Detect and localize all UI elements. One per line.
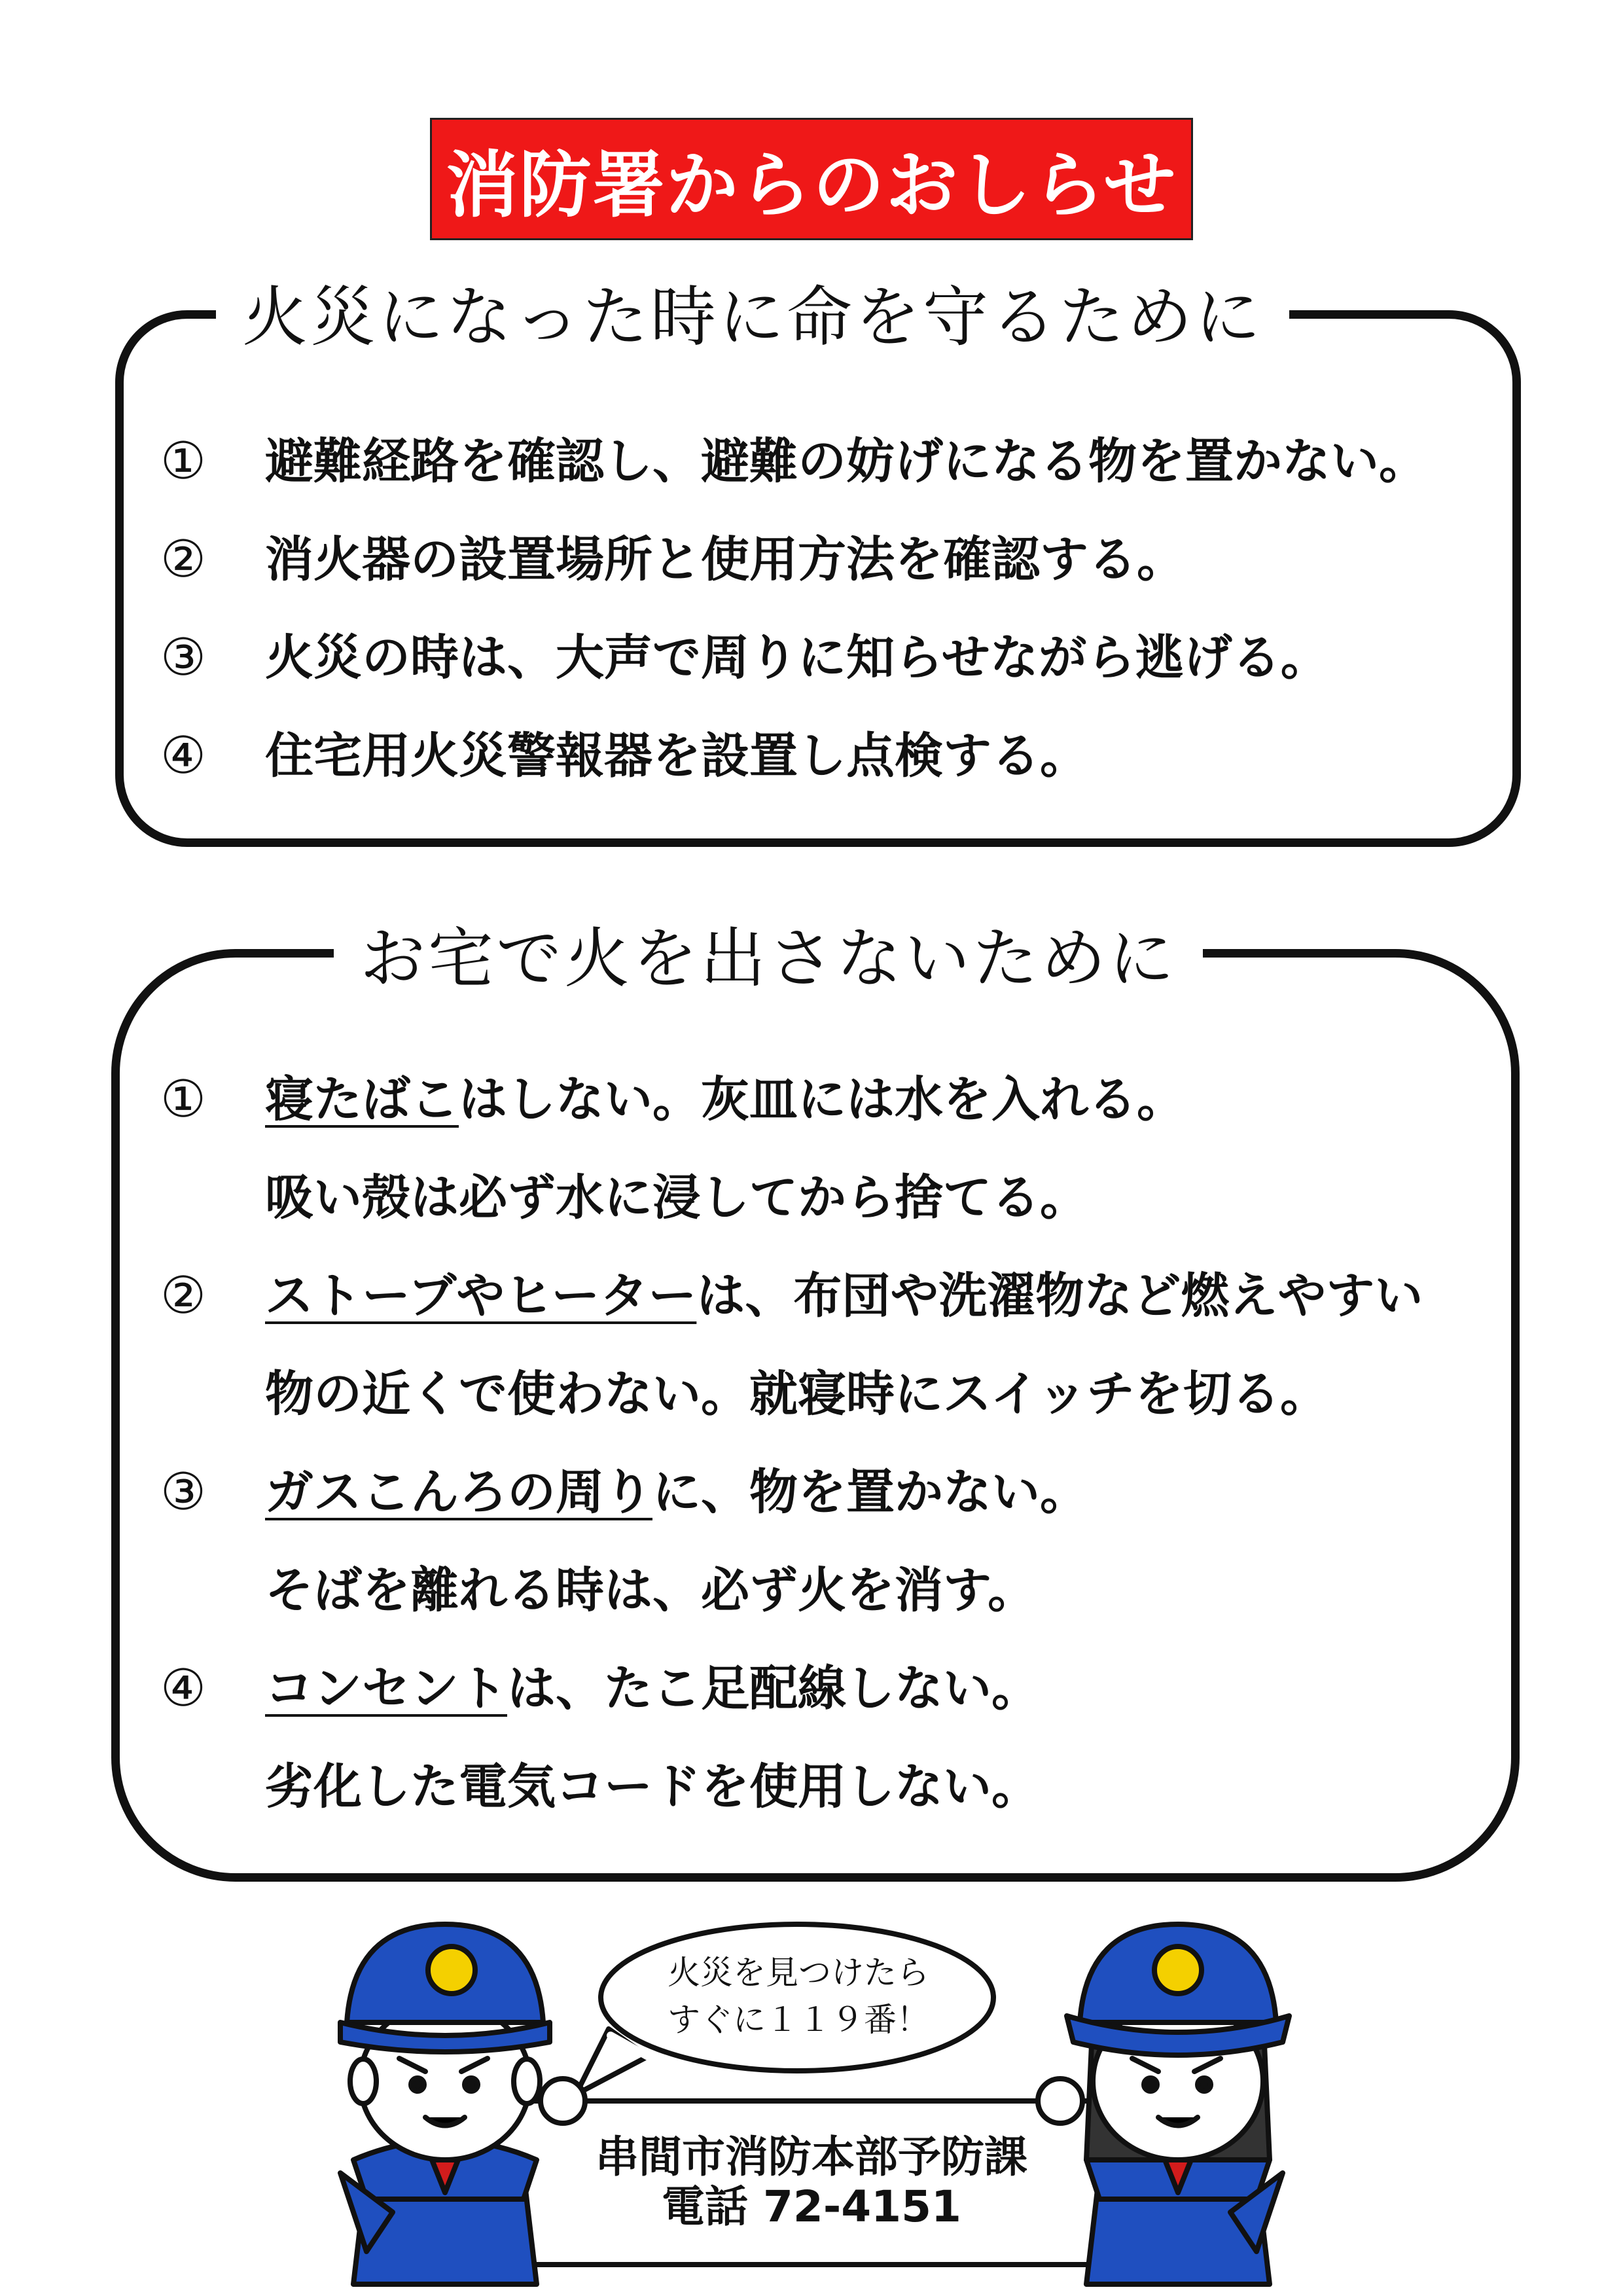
list-item (0, 425, 1623, 497)
item-rest: に、物を置かない。 (652, 1464, 1088, 1520)
item-number: ④ (160, 726, 206, 785)
item-rest: は、布団や洗濯物など燃えやすい (696, 1268, 1423, 1324)
bubble-line-2: すぐに１１９番！ (668, 2001, 929, 2039)
item-keyword: 寝たばこ (265, 1071, 459, 1128)
item-number: ③ (160, 1463, 206, 1522)
page-title: 消防署からのおしらせ (446, 143, 1177, 227)
list-item (0, 622, 1623, 694)
list-item-continuation (0, 1751, 1623, 1823)
item-text: 避難経路を確認し、避難の妨げになる物を置かない。 (265, 433, 1427, 490)
item-text-line2: 劣化した電気コードを使用しない。 (265, 1759, 1040, 1815)
section-heading-1: 火災になった時に命を守るために (216, 275, 1289, 360)
banner-line-2: 電話 72-4151 (662, 2181, 961, 2232)
item-number: ② (160, 1266, 206, 1325)
list-item (0, 720, 1623, 792)
item-text-line2: そばを離れる時は、必ず火を消す。 (265, 1562, 1037, 1619)
item-text (265, 1260, 1423, 1332)
item-number: ② (160, 530, 206, 589)
item-text: 住宅用火災警報器を設置し点検する。 (265, 728, 1088, 784)
item-number: ④ (160, 1659, 206, 1718)
list-item (0, 1456, 1623, 1528)
item-text-line2: 吸い殻は必ず水に浸してから捨てる。 (265, 1170, 1088, 1226)
item-text (265, 1064, 1185, 1136)
illustration-svg (0, 1885, 1623, 2296)
item-text-line2: 物の近くで使わない。就寝時にスイッチを切る。 (265, 1366, 1329, 1422)
list-item (0, 1064, 1623, 1136)
item-keyword: ストーブやヒーター (265, 1268, 697, 1324)
item-text (265, 1653, 1040, 1725)
title-banner (430, 118, 1193, 240)
list-item (0, 1653, 1623, 1725)
item-number: ① (160, 1070, 206, 1129)
item-keyword: ガスこんろの周り (265, 1464, 652, 1520)
list-item-continuation (0, 1162, 1623, 1234)
list-item-continuation (0, 1554, 1623, 1626)
item-rest: はしない。灰皿には水を入れる。 (459, 1071, 1185, 1128)
list-item (0, 524, 1623, 596)
item-number: ① (160, 432, 206, 491)
item-text: 火災の時は、大声で周りに知らせながら逃げる。 (265, 630, 1329, 686)
item-keyword: コンセント (265, 1660, 507, 1717)
firefighters-illustration (0, 1885, 1623, 2296)
item-number: ③ (160, 628, 206, 687)
list-item (0, 1260, 1623, 1332)
item-text: 消火器の設置場所と使用方法を確認する。 (265, 531, 1185, 588)
item-rest: は、たこ足配線しない。 (507, 1660, 1040, 1717)
item-text (265, 1456, 1088, 1528)
banner-line-1: 串間市消防本部予防課 (596, 2132, 1027, 2182)
list-item-continuation (0, 1358, 1623, 1430)
bubble-line-1: 火災を見つけたら (668, 1954, 929, 1992)
section-heading-2: お宅で火を出さないために (334, 916, 1203, 1001)
